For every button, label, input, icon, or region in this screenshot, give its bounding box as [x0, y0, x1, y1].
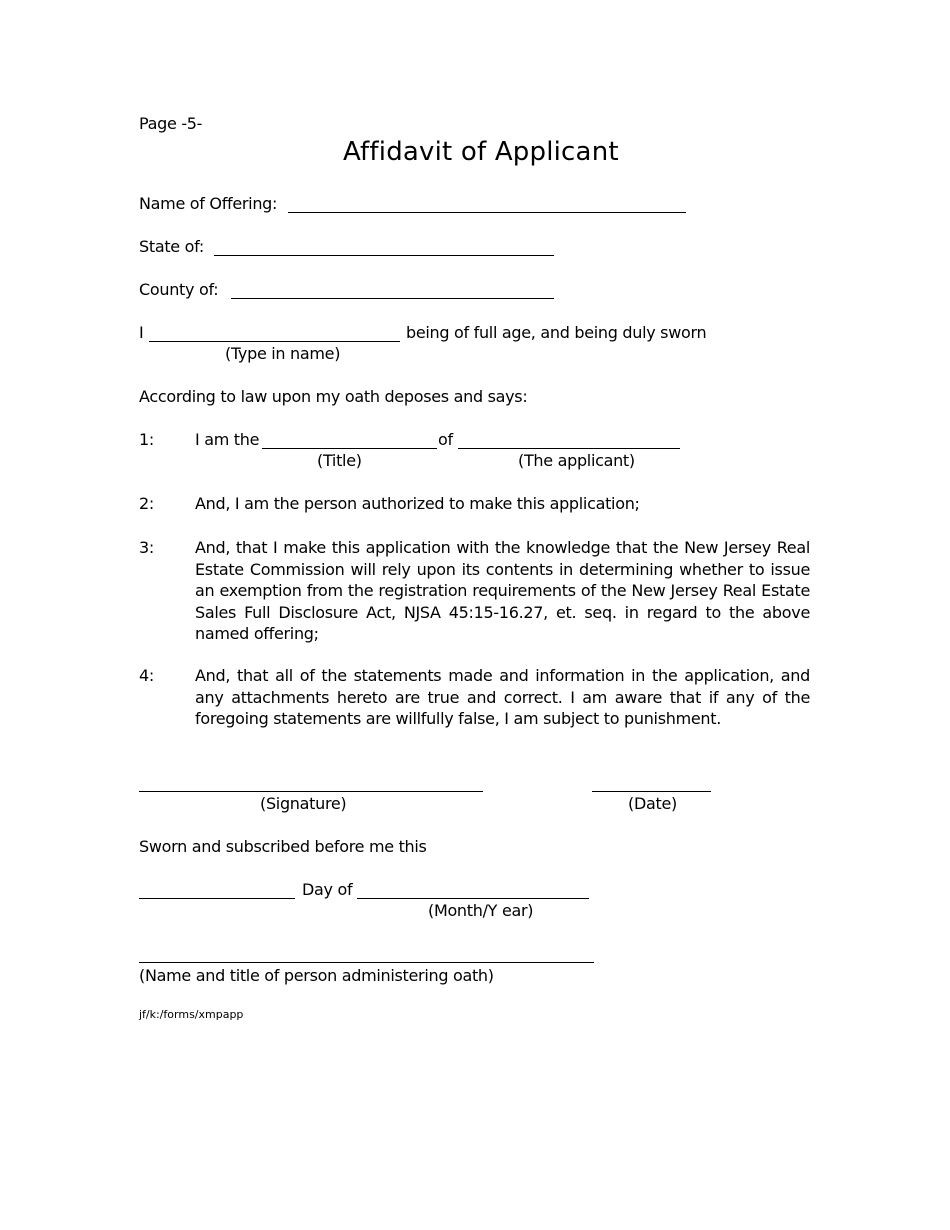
- administrator-field[interactable]: [139, 962, 594, 963]
- item-1-of: of: [438, 430, 453, 449]
- signature-field[interactable]: [139, 791, 483, 792]
- item-1-lead: I am the: [195, 430, 260, 449]
- item-1-number: 1:: [139, 430, 154, 449]
- oath-intro: According to law upon my oath deposes and says:: [139, 387, 528, 406]
- page-label: Page -5-: [139, 114, 203, 133]
- item-3-text: And, that I make this application with the knowledge that the New Jersey Real Estate Commission will rely upon its contents in determining whether to issue an exemption from the registration requirements of the New Jersey Real Estate Sales Full Disclosure Act, NJSA 45:15-16.27, et. seq. in regard to the above named offering;: [195, 538, 810, 643]
- date-caption: (Date): [628, 794, 677, 813]
- administrator-caption: (Name and title of person administering oath): [139, 966, 494, 985]
- date-field[interactable]: [592, 791, 711, 792]
- sworn-text: Sworn and subscribed before me this: [139, 837, 427, 856]
- item-2-number: 2:: [139, 494, 154, 513]
- county-label: County of:: [139, 280, 219, 299]
- day-field[interactable]: [139, 898, 295, 899]
- applicant-caption: (The applicant): [518, 451, 635, 470]
- oath-prefix: I: [139, 323, 144, 342]
- page-title: Affidavit of Applicant: [343, 137, 619, 167]
- title-field[interactable]: [262, 448, 437, 449]
- offering-field[interactable]: [288, 212, 686, 213]
- offering-label: Name of Offering:: [139, 194, 278, 213]
- day-of-label: Day of: [302, 880, 353, 899]
- state-label: State of:: [139, 237, 204, 256]
- signature-caption: (Signature): [260, 794, 347, 813]
- item-4-number: 4:: [139, 666, 154, 685]
- applicant-name-field[interactable]: [149, 341, 400, 342]
- footer-code: jf/k:/forms/xmpapp: [139, 1008, 244, 1021]
- county-field[interactable]: [231, 298, 554, 299]
- month-year-caption: (Month/Y ear): [428, 901, 534, 920]
- item-2-text: And, I am the person authorized to make this application;: [195, 494, 640, 513]
- item-3-number: 3:: [139, 538, 154, 557]
- name-caption: (Type in name): [225, 344, 341, 363]
- applicant-field[interactable]: [458, 448, 680, 449]
- state-field[interactable]: [214, 255, 554, 256]
- item-4-text: And, that all of the statements made and information in the application, and any attachments hereto are true and correct. I am aware that if any of the foregoing statements are willfully false, I am subject to punishment.: [195, 666, 810, 728]
- month-year-field[interactable]: [357, 898, 589, 899]
- oath-suffix: being of full age, and being duly sworn: [406, 323, 707, 342]
- title-caption: (Title): [317, 451, 362, 470]
